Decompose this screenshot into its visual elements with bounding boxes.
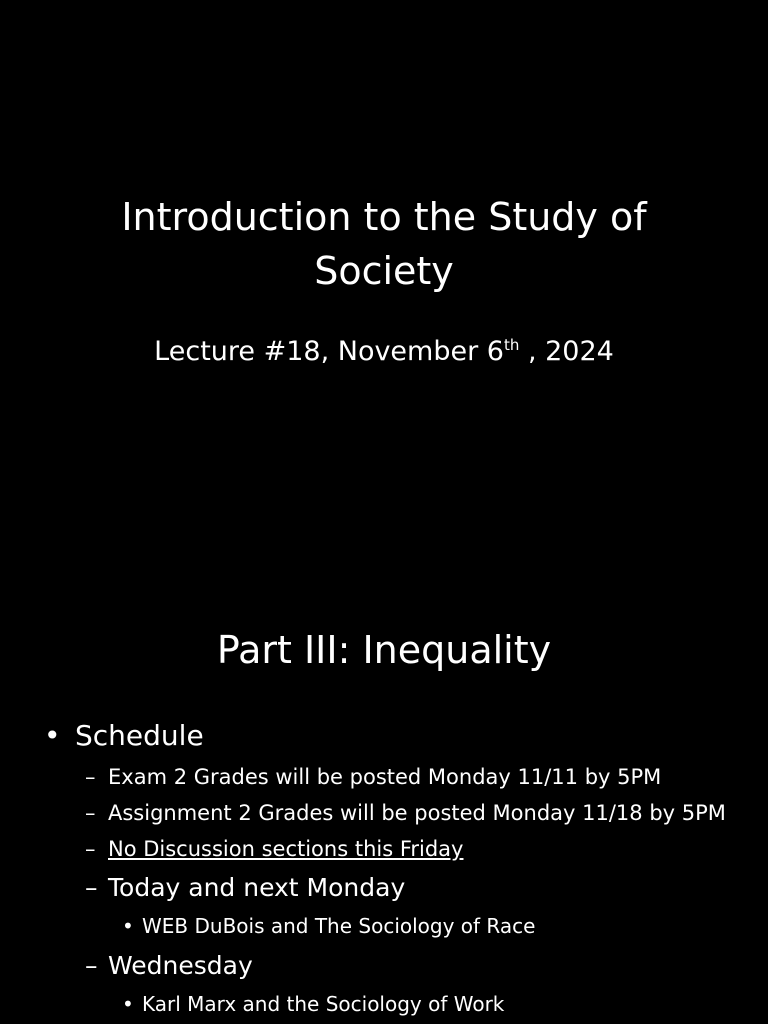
dash-marker: – [85,951,98,980]
subtitle-main: Lecture #18, November 6 [154,336,504,367]
bullet-wednesday: Wednesday [108,951,253,980]
slide-title-heading [84,190,684,298]
bullet-no-discussion: No Discussion sections this Friday [108,837,464,861]
sub-bullet-marker: • [122,914,134,938]
bullet-schedule: Schedule [75,719,204,752]
dash-marker: – [85,837,96,861]
slide-heading: Part III: Inequality [216,628,552,672]
dash-marker: – [85,801,96,825]
bullet-assignment-grades: Assignment 2 Grades will be posted Monday 11/18 by 5PM [108,801,726,825]
bullet-today-next-monday: Today and next Monday [108,873,406,902]
bullet-exam-grades: Exam 2 Grades will be posted Monday 11/11 by 5PM [108,765,662,789]
subtitle-year: , 2024 [519,336,614,367]
slide-inequality [0,512,768,1024]
subtitle-ordinal-suffix: th [503,336,520,354]
bullet-marker: • [44,719,61,752]
dash-marker: – [85,873,98,902]
dash-marker: – [85,765,96,789]
bullet-marx-work: Karl Marx and the Sociology of Work [142,992,505,1016]
title-line-2: Society [314,249,454,293]
bullet-list [0,512,768,1024]
sub-bullet-marker: • [122,992,134,1016]
bullet-dubois-race: WEB DuBois and The Sociology of Race [142,914,536,938]
title-line-1: Introduction to the Study of [121,195,647,239]
lecture-subtitle [84,334,684,370]
